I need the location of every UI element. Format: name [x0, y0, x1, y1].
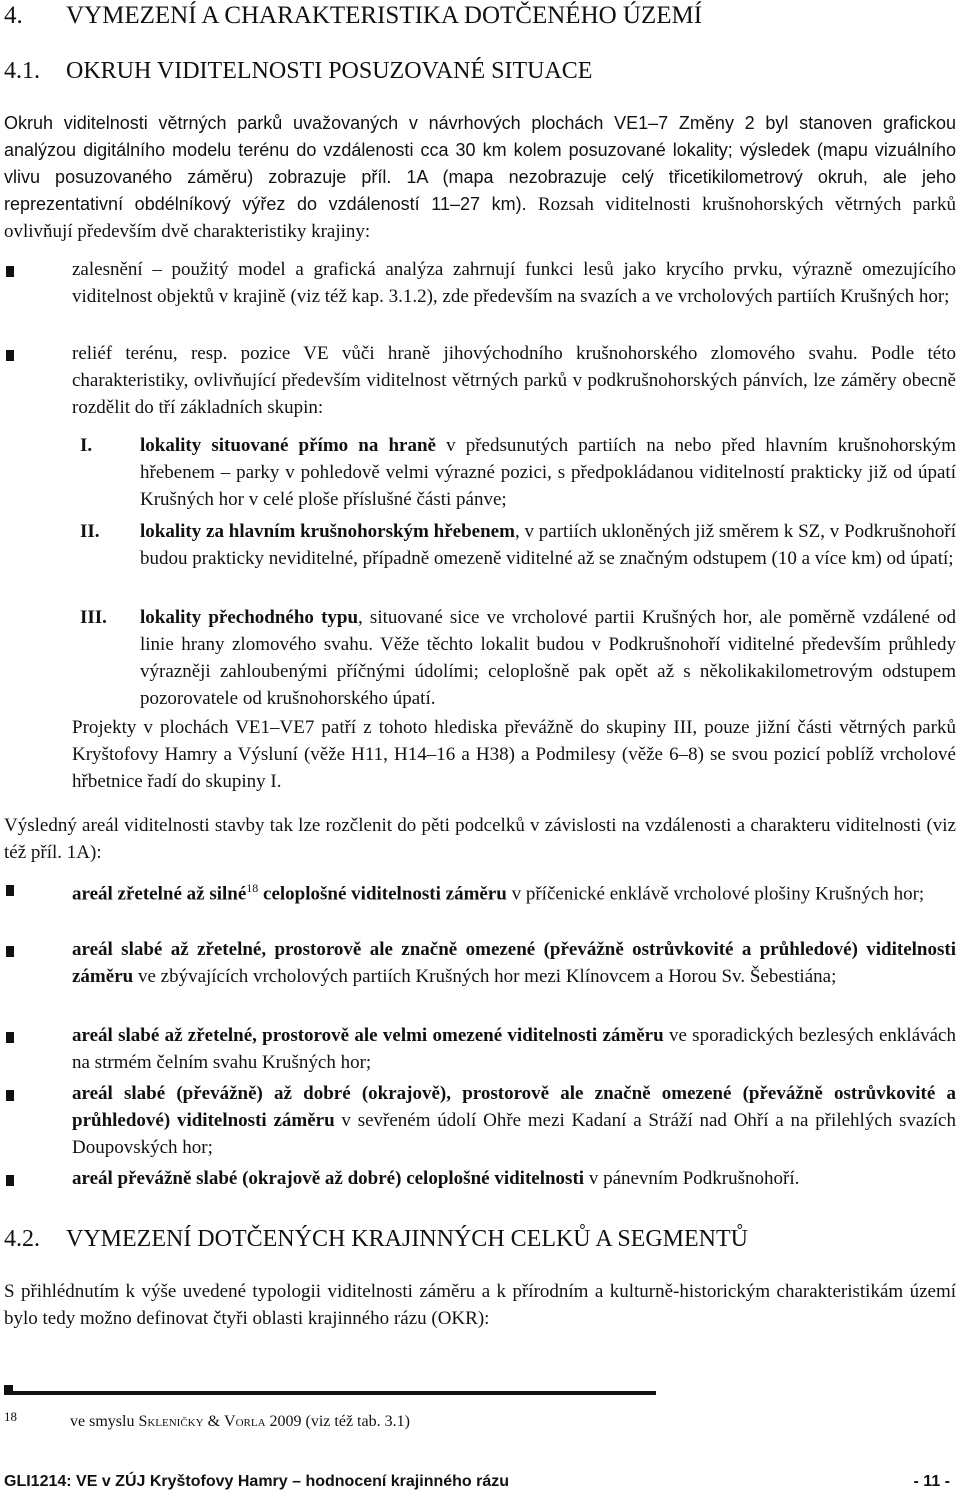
roman-numeral-3: III.: [80, 607, 107, 628]
reference-1a: 1A: [66, 842, 91, 863]
bullet-area-5: areál převážně slabé (okrajově až dobré) celoplošné viditelnosti v pánevním Podkrušnohoří.: [72, 1168, 800, 1189]
footnote-separator: [4, 1391, 656, 1395]
paragraph-okr: S přihlédnutím k výše uvedené typologii viditelnosti záměru a k přírodním a kulturně-historickým charakteristikám území bylo tedy možno definovat čtyři oblasti krajinného rázu (OKR):: [4, 1281, 956, 1329]
heading-4-1: 4.1. OKRUH VIDITELNOSTI POSUZOVANÉ SITUACE: [4, 58, 593, 84]
page-footer: [4, 1468, 950, 1495]
bullet-area-3: areál slabé až zřetelné, prostorově ale velmi omezené viditelnosti záměru ve sporadických bezlesých enklávách na strmém čelním svahu Krušných hor;: [72, 1025, 956, 1073]
paragraph-okruh: Okruh viditelnosti větrných parků uvažovaných v návrhových plochách VE1–7 Změny 2 byl stanoven grafickou analýzou digitálního modelu terénu do vzdálenosti cca 30 km kolem posuzované lokality; výsledek (mapu vizuálního vlivu posuzovaného záměru) zobrazuje příl. 1A (mapa nezobrazuje celý třicetikilometrový okruh, ale jeho reprezentativní obdélníkový výřez do vzdáleností 11–27 km). Rozsah viditelnosti krušnohorských větrných parků ovlivňují především dvě charakteristiky krajiny:: [4, 113, 956, 242]
roman-numeral-2: II.: [80, 521, 100, 542]
footnote-text: ve smyslu Skleničky & Vorla 2009 (viz též tab. 3.1): [70, 1413, 410, 1430]
bullet-area-4: areál slabé (převážně) až dobré (okrajově), prostorově ale značně omezené (převážně ostrůvkovité a průhledové) viditelnosti záměru v sevřeném údolí Ohře mezi Kadaní a Stráží nad Ohří a na přilehlých svazích Doupovských hor;: [72, 1083, 956, 1158]
group-1-item: lokality situované přímo na hraně v předsunutých partiích na nebo před hlavním krušnohorským hřebenem – parky v pohledově velmi výrazné pozici, s předpokládanou viditelností prakticky již od úpatí Krušných hor v celé ploše příslušné části pánve;: [140, 435, 956, 510]
group-2-item: lokality za hlavním krušnohorským hřebenem, v partiích ukloněných již směrem k SZ, v Podkrušnohoří budou prakticky neviditelné, případně omezeně viditelné až se značným odstupem (10 a více km) od úpatí;: [140, 521, 956, 569]
paragraph-projekty: Projekty v plochách VE1–VE7 patří z tohoto hlediska převážně do skupiny III, pouze jižní části větrných parků Kryštofovy Hamry a Výsluní (věže H11, H14–16 a H38) a Podmilesy (věže 6–8) se svou pozicí poblíž vrcholové hřbetnice řadí do skupiny I.: [72, 717, 956, 792]
page-number: - 11 -: [913, 1473, 950, 1490]
bullet-marker: [6, 1175, 14, 1186]
bullet-zalesneni: zalesnění – použitý model a grafická analýza zahrnují funkci lesů jako krycího prvku, výrazně omezujícího viditelnost objektů v krajině (viz též kap. 3.1.2), zde především na svazích a ve vrcholových partiích Krušných hor;: [72, 259, 956, 307]
footer-title: GLI1214: VE v ZÚJ Kryštofovy Hamry – hodnocení krajinného rázu: [4, 1473, 510, 1490]
heading-4-2: 4.2. VYMEZENÍ DOTČENÝCH KRAJINNÝCH CELKŮ A SEGMENTŮ: [4, 1226, 748, 1252]
roman-numeral-1: I.: [80, 435, 93, 456]
footnote-number: 18: [4, 1409, 17, 1424]
footnote-ref: 18: [246, 881, 259, 895]
bullet-marker: [6, 350, 14, 361]
bullet-marker: [6, 946, 14, 957]
bullet-marker: [6, 1032, 14, 1043]
heading-4: 4. VYMEZENÍ A CHARAKTERISTIKA DOTČENÉHO ÚZEMÍ: [4, 2, 703, 29]
paragraph-vysledny: Výsledný areál viditelnosti stavby tak lze rozčlenit do pěti podcelků v závislosti na vzdálenosti a charakteru viditelnosti (viz též příl. 1A):: [4, 815, 956, 863]
bullet-marker: [6, 885, 14, 896]
bullet-relief: reliéf terénu, resp. pozice VE vůči hraně jihovýchodního krušnohorského zlomového svahu. Podle této charakteristiky, ovlivňující především viditelnost větrných parků v podkrušnohorských pánvích, lze záměry obecně rozdělit do tří základních skupin:: [72, 343, 956, 418]
bullet-marker: [6, 1090, 14, 1101]
group-3-item: lokality přechodného typu, situované sice ve vrcholové partii Krušných hor, ale poměrně vzdálené od linie hrany zlomového svahu. Věže těchto lokalit budou v Podkrušnohoří viditelné především průhledy výrazněji zahloubenými příčnými údolími; celoplošně pak opět až s několikakilometrovým odstupem pozorovatele od krušnohorského úpatí.: [140, 607, 956, 709]
bullet-area-2: areál slabé až zřetelné, prostorově ale značně omezené (převážně ostrůvkovité a průhledové) viditelnosti záměru ve zbývajících vrcholových partiích Krušných hor mezi Klínovcem a Horou Sv. Šebestiána;: [72, 939, 956, 987]
bullet-marker: [6, 266, 14, 277]
bullet-area-1: areál zřetelné až silné$^{18}$ celoplošné viditelnosti záměru v příčenické enklávě vrcholové plošiny Krušných hor;: [72, 881, 925, 905]
reference-1a: 1A: [406, 167, 428, 187]
